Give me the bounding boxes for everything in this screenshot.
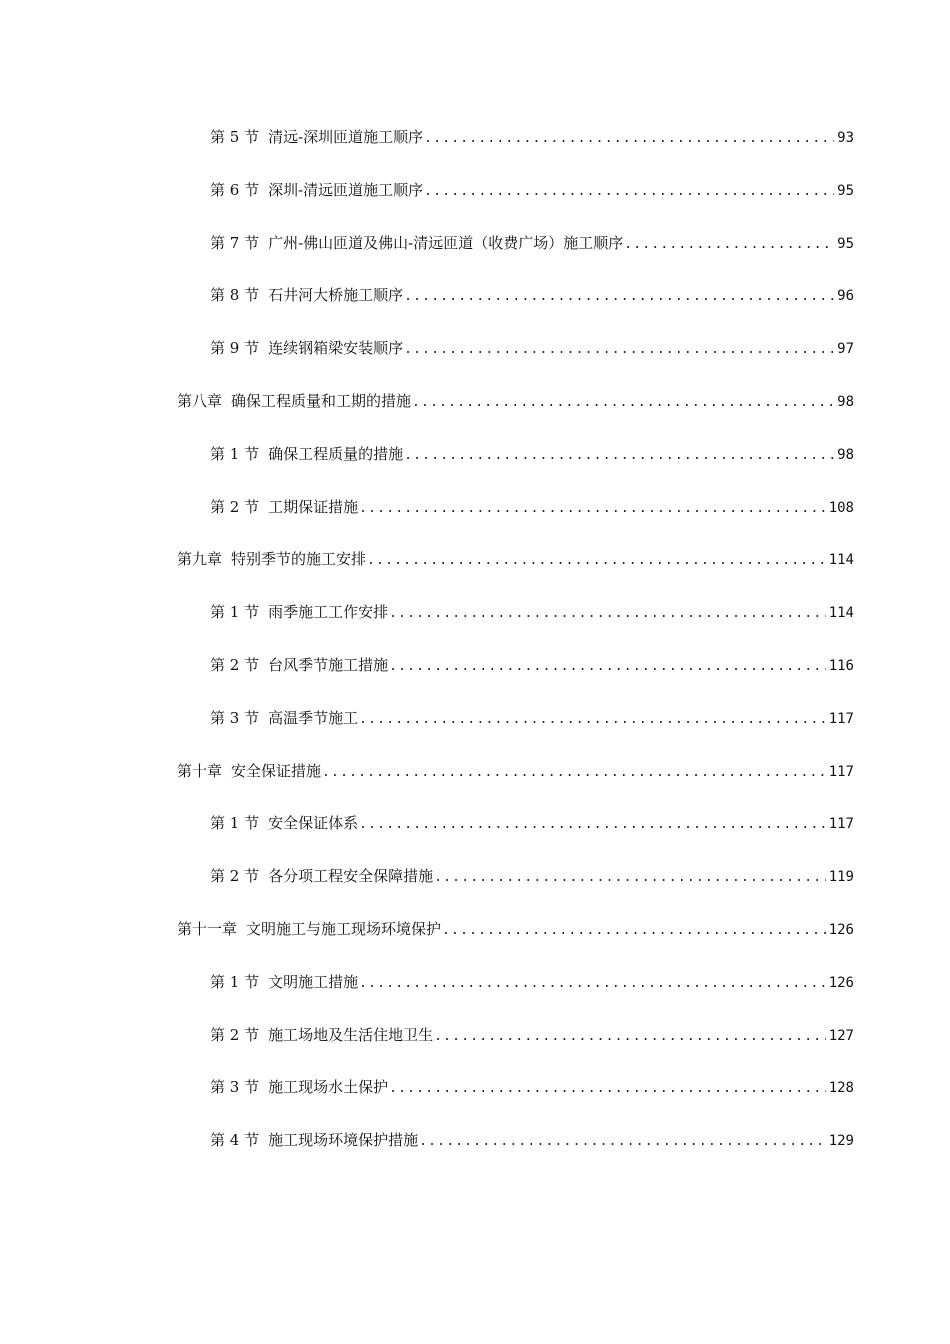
toc-entry-line (177, 758, 854, 784)
toc-entry-number: 第 9 节 (210, 339, 260, 358)
toc-entry-title: 文明施工措施 (268, 972, 359, 991)
toc-entry-title: 文明施工与施工现场环境保护 (246, 919, 442, 938)
toc-entry-number: 第 6 节 (210, 180, 260, 199)
dot-leader (434, 1024, 826, 1050)
toc-entry-page: 95 (837, 235, 854, 252)
toc-entry-number: 第九章 (177, 550, 223, 569)
dot-leader (404, 337, 834, 363)
toc-entry-page: 114 (828, 552, 854, 569)
toc-entry[interactable] (0, 969, 950, 1022)
toc-entry[interactable] (0, 652, 950, 705)
toc-entry-title: 施工现场水土保护 (268, 1078, 389, 1097)
dot-leader (424, 126, 834, 152)
toc-entry-title: 施工场地及生活住地卫生 (268, 1025, 434, 1044)
toc-entry-title: 广州-佛山匝道及佛山-清远匝道（收费广场）施工顺序 (268, 233, 624, 252)
toc-entry-line (210, 863, 854, 889)
toc-entry-title: 安全保证体系 (268, 814, 359, 833)
toc-entry-number: 第十章 (177, 761, 223, 780)
dot-leader (624, 232, 834, 258)
dot-leader (404, 443, 834, 469)
toc-entry-title: 台风季节施工措施 (268, 655, 389, 674)
toc-chapter-entry[interactable] (0, 916, 950, 969)
toc-entry-line (210, 1127, 854, 1153)
toc-entry-number: 第 2 节 (210, 655, 260, 674)
toc-entry-line (210, 124, 854, 150)
toc-entry-title: 特别季节的施工安排 (231, 550, 367, 569)
toc-entry-page: 98 (837, 393, 854, 410)
toc-entry-page: 117 (828, 710, 854, 727)
toc-entry-line (177, 546, 854, 572)
dot-leader (404, 284, 834, 310)
dot-leader (434, 865, 826, 891)
dot-leader (389, 1076, 826, 1102)
toc-entry-number: 第 2 节 (210, 867, 260, 886)
toc-entry-number: 第 2 节 (210, 1025, 260, 1044)
toc-entry-title: 安全保证措施 (231, 761, 322, 780)
toc-entry-number: 第 1 节 (210, 814, 260, 833)
toc-entry-line (210, 599, 854, 625)
toc-entry[interactable] (0, 810, 950, 863)
toc-entry-number: 第 5 节 (210, 128, 260, 146)
dot-leader (367, 548, 826, 574)
dot-leader (359, 496, 826, 522)
toc-entry[interactable] (0, 335, 950, 388)
dot-leader (389, 654, 826, 680)
table-of-contents (0, 124, 950, 1180)
toc-entry-title: 清远-深圳匝道施工顺序 (268, 128, 424, 146)
dot-leader (419, 1129, 826, 1155)
toc-entry-number: 第 7 节 (210, 233, 260, 252)
toc-entry-line (210, 1074, 854, 1100)
dot-leader (322, 760, 826, 786)
toc-entry-title: 连续钢箱梁安装顺序 (268, 339, 404, 358)
toc-entry-title: 各分项工程安全保障措施 (268, 867, 434, 886)
toc-entry-title: 确保工程质量的措施 (268, 444, 404, 463)
dot-leader (442, 918, 826, 944)
toc-entry[interactable] (0, 599, 950, 652)
dot-leader (424, 179, 834, 205)
toc-entry-page: 119 (828, 869, 854, 886)
toc-entry[interactable] (0, 494, 950, 547)
toc-chapter-entry[interactable] (0, 758, 950, 811)
toc-entry-line (210, 177, 854, 203)
toc-entry-title: 石井河大桥施工顺序 (268, 286, 404, 305)
toc-entry-page: 129 (828, 1133, 854, 1150)
toc-entry-line (210, 705, 854, 731)
toc-entry[interactable] (0, 1074, 950, 1127)
toc-chapter-entry[interactable] (0, 388, 950, 441)
toc-entry[interactable] (0, 1127, 950, 1180)
toc-entry-line (210, 1022, 854, 1048)
toc-entry[interactable] (0, 1022, 950, 1075)
toc-entry-line (177, 388, 854, 414)
dot-leader (359, 707, 826, 733)
toc-entry[interactable] (0, 124, 950, 177)
toc-entry[interactable] (0, 282, 950, 335)
toc-entry-page: 98 (837, 446, 854, 463)
toc-entry-page: 127 (828, 1027, 854, 1044)
toc-entry-number: 第 4 节 (210, 1131, 260, 1150)
dot-leader (359, 812, 826, 838)
toc-entry-page: 126 (828, 921, 854, 938)
toc-entry[interactable] (0, 230, 950, 283)
toc-entry-number: 第 1 节 (210, 972, 260, 991)
dot-leader (389, 601, 826, 627)
toc-entry-line (210, 441, 854, 467)
toc-entry-page: 93 (837, 130, 854, 146)
toc-entry-title: 施工现场环境保护措施 (268, 1131, 419, 1150)
toc-entry[interactable] (0, 705, 950, 758)
toc-entry-page: 96 (837, 288, 854, 305)
toc-entry-page: 117 (828, 816, 854, 833)
dot-leader (412, 390, 834, 416)
toc-entry-number: 第十一章 (177, 919, 238, 938)
toc-entry-page: 97 (837, 341, 854, 358)
toc-entry-number: 第 1 节 (210, 603, 260, 622)
toc-entry-title: 深圳-清远匝道施工顺序 (268, 180, 424, 199)
toc-entry-line (210, 969, 854, 995)
toc-entry-title: 雨季施工工作安排 (268, 603, 389, 622)
toc-entry-line (177, 916, 854, 942)
toc-entry-line (210, 230, 854, 256)
toc-entry-page: 128 (828, 1080, 854, 1097)
dot-leader (359, 971, 826, 997)
toc-entry-line (210, 282, 854, 308)
toc-entry-line (210, 652, 854, 678)
toc-entry-page: 108 (828, 499, 854, 516)
toc-entry-line (210, 494, 854, 520)
toc-entry-page: 116 (828, 657, 854, 674)
toc-entry-page: 117 (828, 763, 854, 780)
toc-entry[interactable] (0, 177, 950, 230)
toc-entry-title: 工期保证措施 (268, 497, 359, 516)
toc-entry-number: 第 8 节 (210, 286, 260, 305)
toc-entry-page: 126 (828, 974, 854, 991)
toc-entry[interactable] (0, 863, 950, 916)
toc-entry-number: 第八章 (177, 391, 223, 410)
toc-entry-number: 第 1 节 (210, 444, 260, 463)
toc-entry[interactable] (0, 441, 950, 494)
toc-entry-title: 确保工程质量和工期的措施 (231, 391, 412, 410)
toc-entry-line (210, 810, 854, 836)
toc-chapter-entry[interactable] (0, 546, 950, 599)
toc-entry-line (210, 335, 854, 361)
toc-entry-number: 第 3 节 (210, 708, 260, 727)
toc-entry-page: 114 (828, 605, 854, 622)
toc-entry-number: 第 2 节 (210, 497, 260, 516)
toc-entry-number: 第 3 节 (210, 1078, 260, 1097)
toc-entry-page: 95 (837, 182, 854, 199)
toc-entry-title: 高温季节施工 (268, 708, 359, 727)
